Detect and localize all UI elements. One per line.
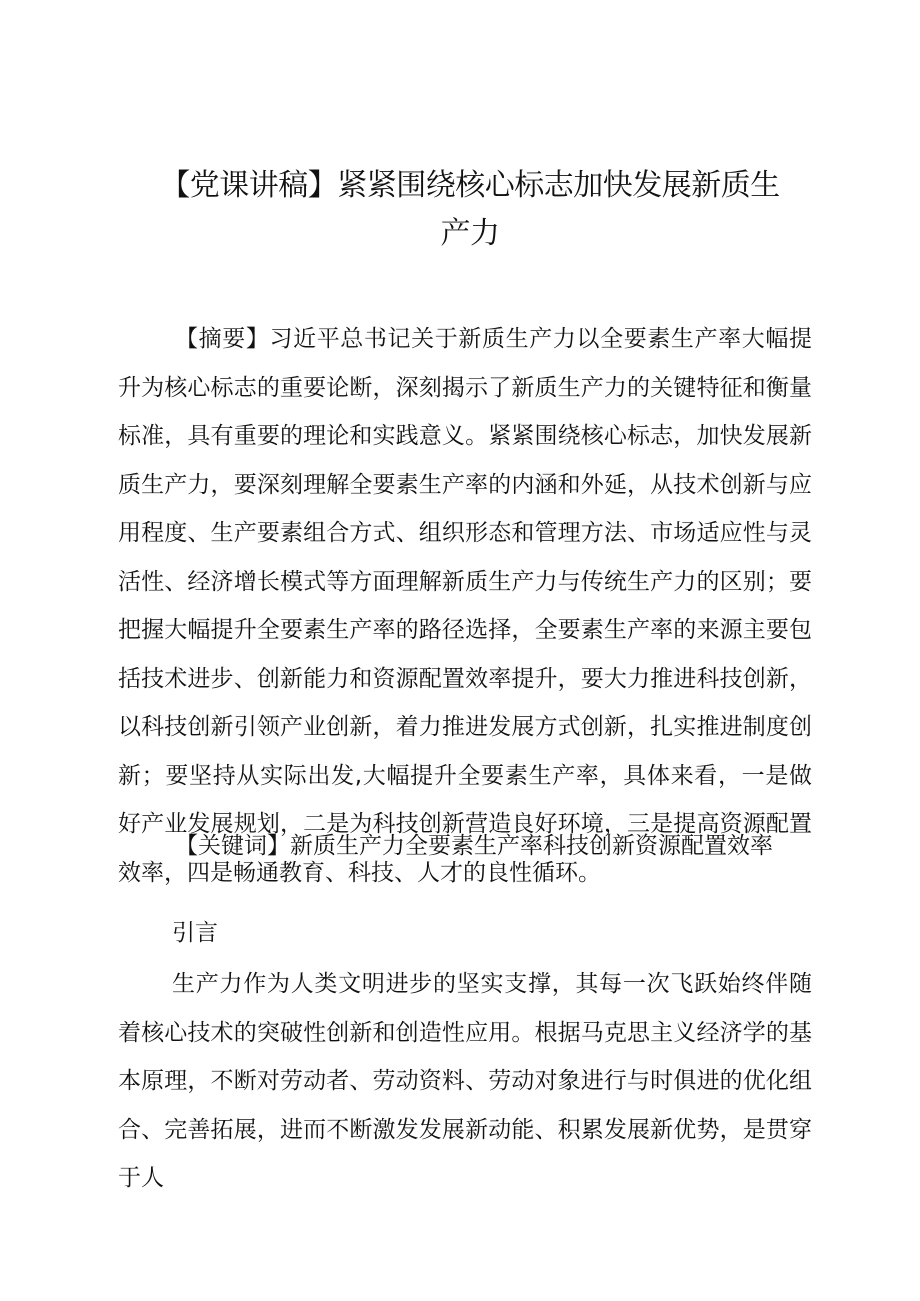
keywords-line: 【关键词】新质生产力全要素生产率科技创新资源配置效率 [175,833,773,859]
intro-paragraph: 生产力作为人类文明进步的坚实支撑，其每一次飞跃始终伴随着核心技术的突破性创新和创造性应用。根据马克思主义经济学的基本原理，不断对劳动者、劳动资料、劳动对象进行与时俱进的优化组合、完善拓展，进而不断激发发展新动能、积累发展新优势，是贯穿于人 [118,971,812,1191]
abstract-paragraph: 【摘要】习近平总书记关于新质生产力以全要素生产率大幅提升为核心标志的重要论断，深刻揭示了新质生产力的关键特征和衡量标准，具有重要的理论和实践意义。紧紧围绕核心标志，加快发展新质生产力，要深刻理解全要素生产率的内涵和外延，从技术创新与应用程度、生产要素组合方式、组织形态和管理方法、市场适应性与灵活性、经济增长模式等方面理解新质生产力与传统生产力的区别；要把握大幅提升全要素生产率的路径选择，全要素生产率的来源主要包括技术进步、创新能力和资源配置效率提升，要大力推进科技创新，以科技创新引领产业创新，着力推进发展方式创新，扎实推进制度创新；要坚持从实际出发,大幅提升全要素生产率，具体来看，一是做好产业发展规划，二是为科技创新营造良好环境，三是提高资源配置效率，四是畅通教育、科技、人才的良性循环。 [118,326,812,886]
intro-heading: 引言 [172,920,218,946]
document-title: 【党课讲稿】紧紧围绕核心标志加快发展新质生产力 [160,168,780,251]
